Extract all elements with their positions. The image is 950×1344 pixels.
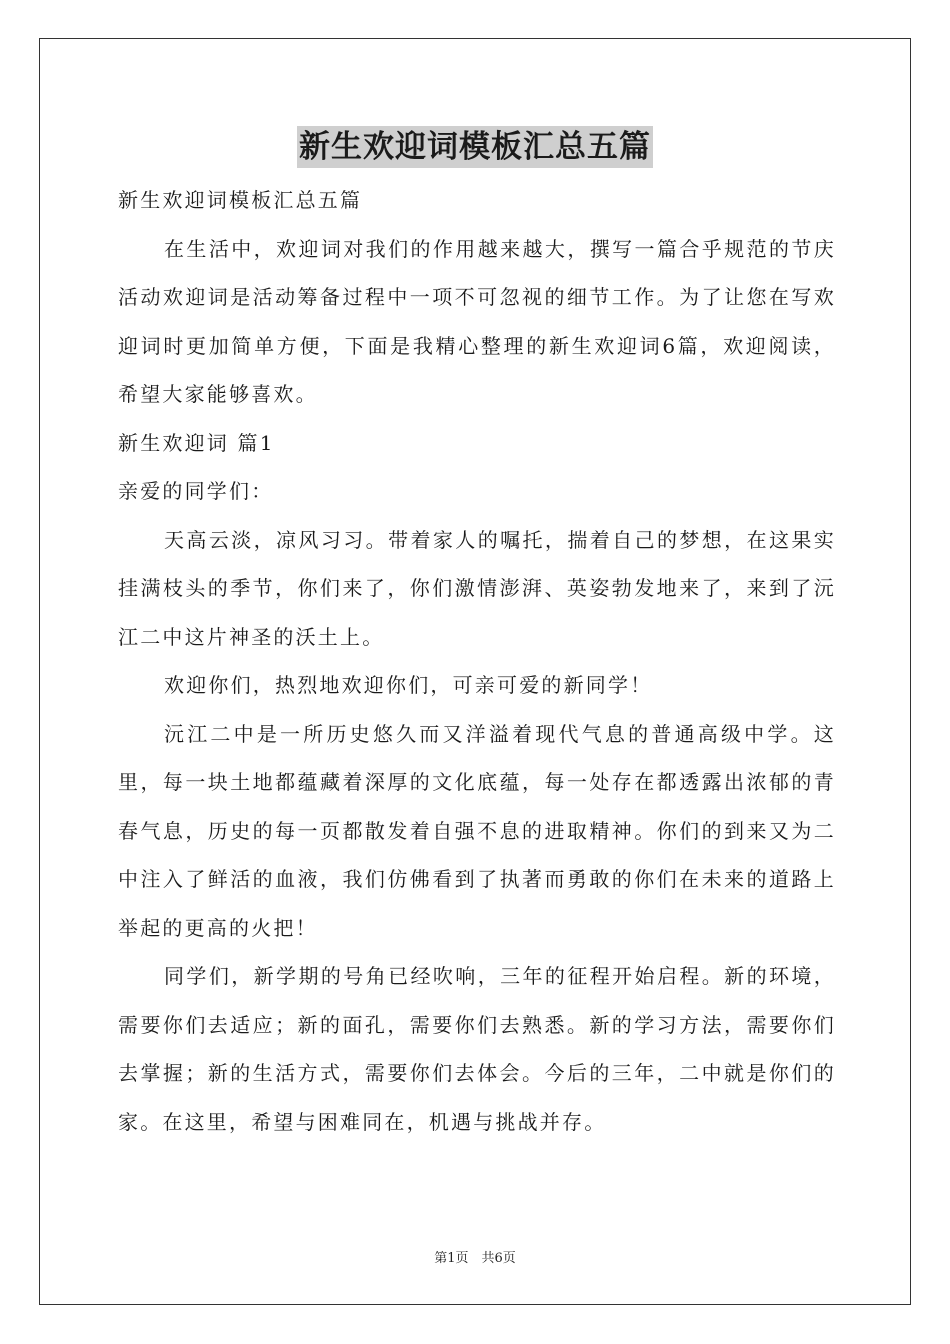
paragraph-body: 天高云淡，凉风习习。带着家人的嘱托，揣着自己的梦想，在这果实挂满枝头的季节，你们来了，你们激情澎湃、英姿勃发地来了，来到了沅江二中这片神圣的沃土上。: [118, 527, 836, 649]
document-body: [118, 176, 836, 1146]
paragraph-intro: 在生活中，欢迎词对我们的作用越来越大，撰写一篇合乎规范的节庆活动欢迎词是活动筹备过程中一项不可忽视的细节工作。为了让您在写欢迎词时更加简单方便，下面是我精心整理的新生欢迎词6篇，欢迎阅读，希望大家能够喜欢。: [118, 236, 836, 406]
paragraph-body: 沅江二中是一所历史悠久而又洋溢着现代气息的普通高级中学。这里，每一块土地都蕴藏着深厚的文化底蕴，每一处存在都透露出浓郁的青春气息，历史的每一页都散发着自强不息的进取精神。你们的到来又为二中注入了鲜活的血液，我们仿佛看到了执著而勇敢的你们在未来的道路上举起的更高的火把！: [118, 721, 836, 940]
paragraph-salutation: 亲爱的同学们：: [118, 479, 274, 503]
paragraph-body: 同学们，新学期的号角已经吹响，三年的征程开始启程。新的环境，需要你们去适应；新的面孔，需要你们去熟悉。新的学习方法，需要你们去掌握；新的生活方式，需要你们去体会。今后的三年，二中就是你们的家。在这里，希望与困难同在，机遇与挑战并存。: [118, 964, 836, 1134]
page-footer: 第1页 共6页: [434, 1251, 516, 1266]
paragraph-body: 欢迎你们，热烈地欢迎你们，可亲可爱的新同学！: [164, 673, 653, 697]
paragraph-section-heading: 新生欢迎词 篇1: [118, 430, 275, 455]
title-wrap: [0, 126, 950, 168]
document-title: 新生欢迎词模板汇总五篇: [297, 126, 653, 168]
paragraph-subtitle: 新生欢迎词模板汇总五篇: [118, 188, 363, 212]
